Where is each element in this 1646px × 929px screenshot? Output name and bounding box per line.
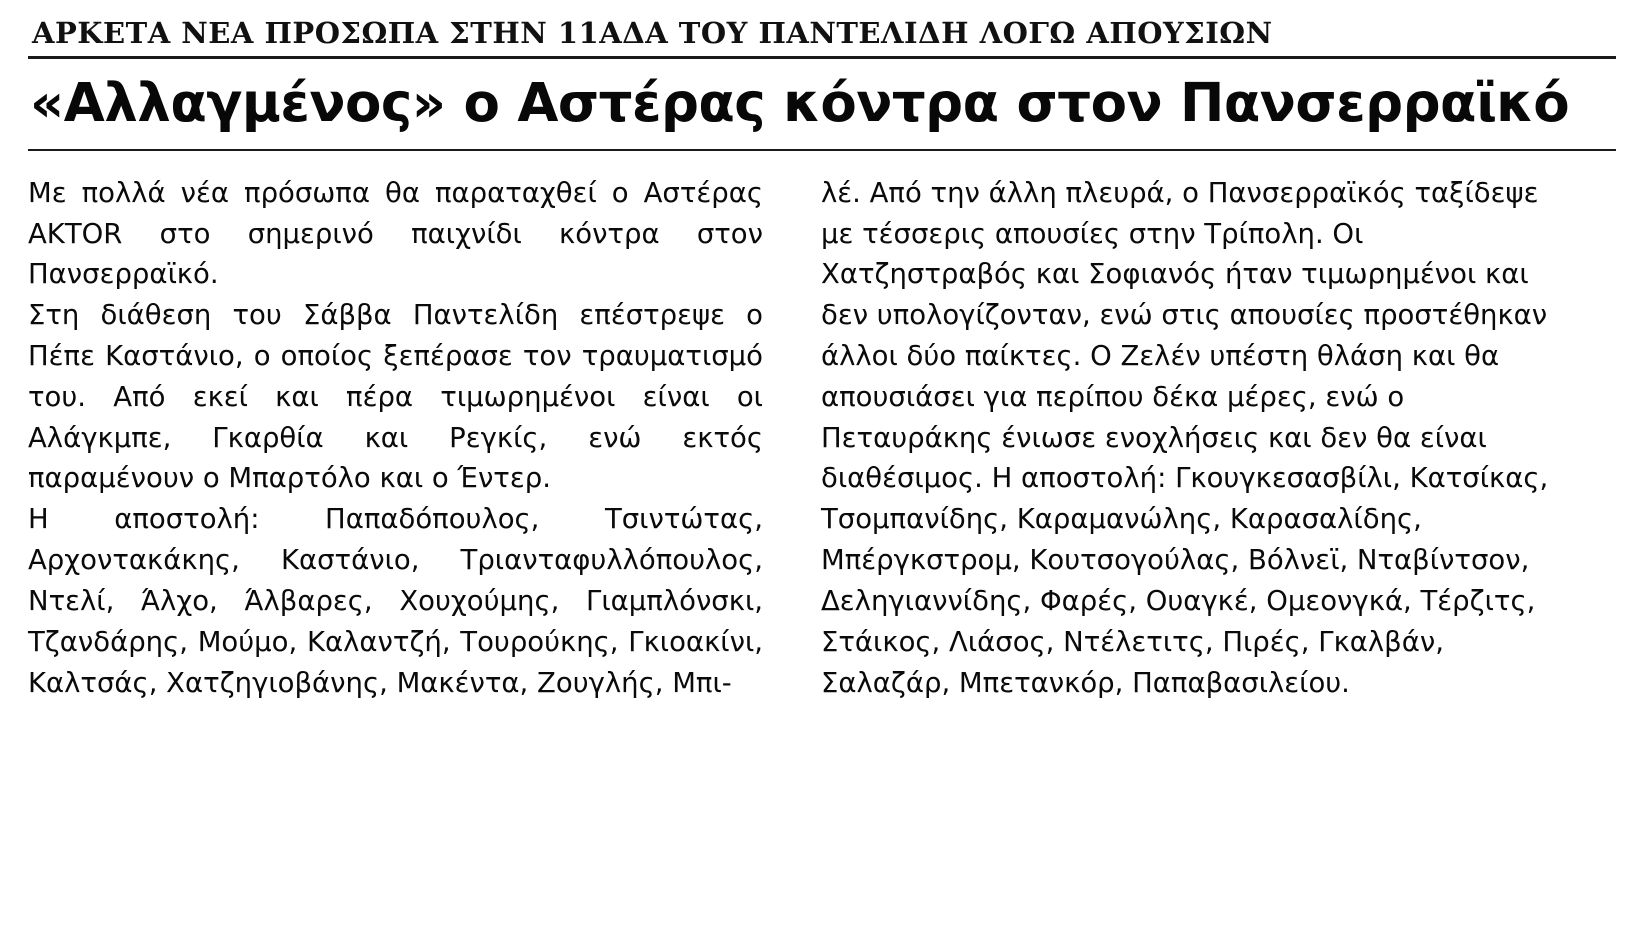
article-body [28,173,1616,704]
paragraph: Η αποστολή: Παπαδόπουλος, Τσιντώτας, Αρχοντακάκης, Καστάνιο, Τριανταφυλλόπουλος, Ντελί, Άλχο, Άλβαρες, Χουχούμης, Γιαμπλόνσκι, Τζανδάρης, Μούμο, Καλαντζή, Τουρούκης, Γκιοακίνι, Καλτσάς, Χατζηγιοβάνης, Μακέντα, Ζουγλής, Μπι- [28,503,763,699]
paragraph: λέ. Από την άλλη πλευρά, ο Πανσερραϊκός ταξίδεψε με τέσσερις απουσίες στην Τρίπολη. Οι Χατζηστραβός και Σοφιανός ήταν τιμωρημένοι και δεν υπολογίζονταν, ενώ στις απουσίες προστέθηκαν άλλοι δύο παίκτες. Ο Ζελέν υπέστη θλάση και θα απουσιάσει για περίπου δέκα μέρες, ενώ ο Πεταυράκης ένιωσε ενοχλήσεις και δεν θα είναι διαθέσιμος. Η αποστολή: Γκουγκεσασβίλι, Κατσίκας, Τσομπανίδης, Καραμανώλης, Καρασαλίδης, Μπέργκστρομ, Κουτσογούλας, Βόλνεϊ, Νταβίντσον, Δεληγιαννίδης, Φαρές, Ουαγκέ, Ομεονγκά, Τέρζιτς, Στάικος, Λιάσος, Ντέλετιτς, Πιρές, Γκαλβάν, Σαλαζάρ, Μπετανκόρ, Παπαβασιλείου. [821,176,1549,699]
headline-divider [28,149,1616,151]
paragraph: Στη διάθεση του Σάββα Παντελίδη επέστρεψε ο Πέπε Καστάνιο, ο οποίος ξεπέρασε τον τραυματισμό του. Από εκεί και πέρα τιμωρημένοι είναι οι Αλάγκμπε, Γκαρθία και Ρεγκίς, ενώ εκτός παραμένουν ο Μπαρτόλο και ο Έντερ. [28,299,763,495]
article-kicker: ΑΡΚΕΤΑ ΝΕΑ ΠΡΟΣΩΠΑ ΣΤΗΝ 11ΑΔΑ ΤΟΥ ΠΑΝΤΕΛΙΔΗ ΛΟΓΩ ΑΠΟΥΣΙΩΝ [32,16,1273,50]
article-column-right [821,173,1556,704]
article-column-left [28,173,763,704]
article-headline: «Αλλαγμένος» ο Αστέρας κόντρα στον Πανσερραϊκό [30,73,1570,135]
kicker-divider [28,56,1616,59]
paragraph: Με πολλά νέα πρόσωπα θα παραταχθεί ο Αστέρας ΑΚΤΟR στο σημερινό παιχνίδι κόντρα στον Πανσερραϊκό. [28,176,763,291]
